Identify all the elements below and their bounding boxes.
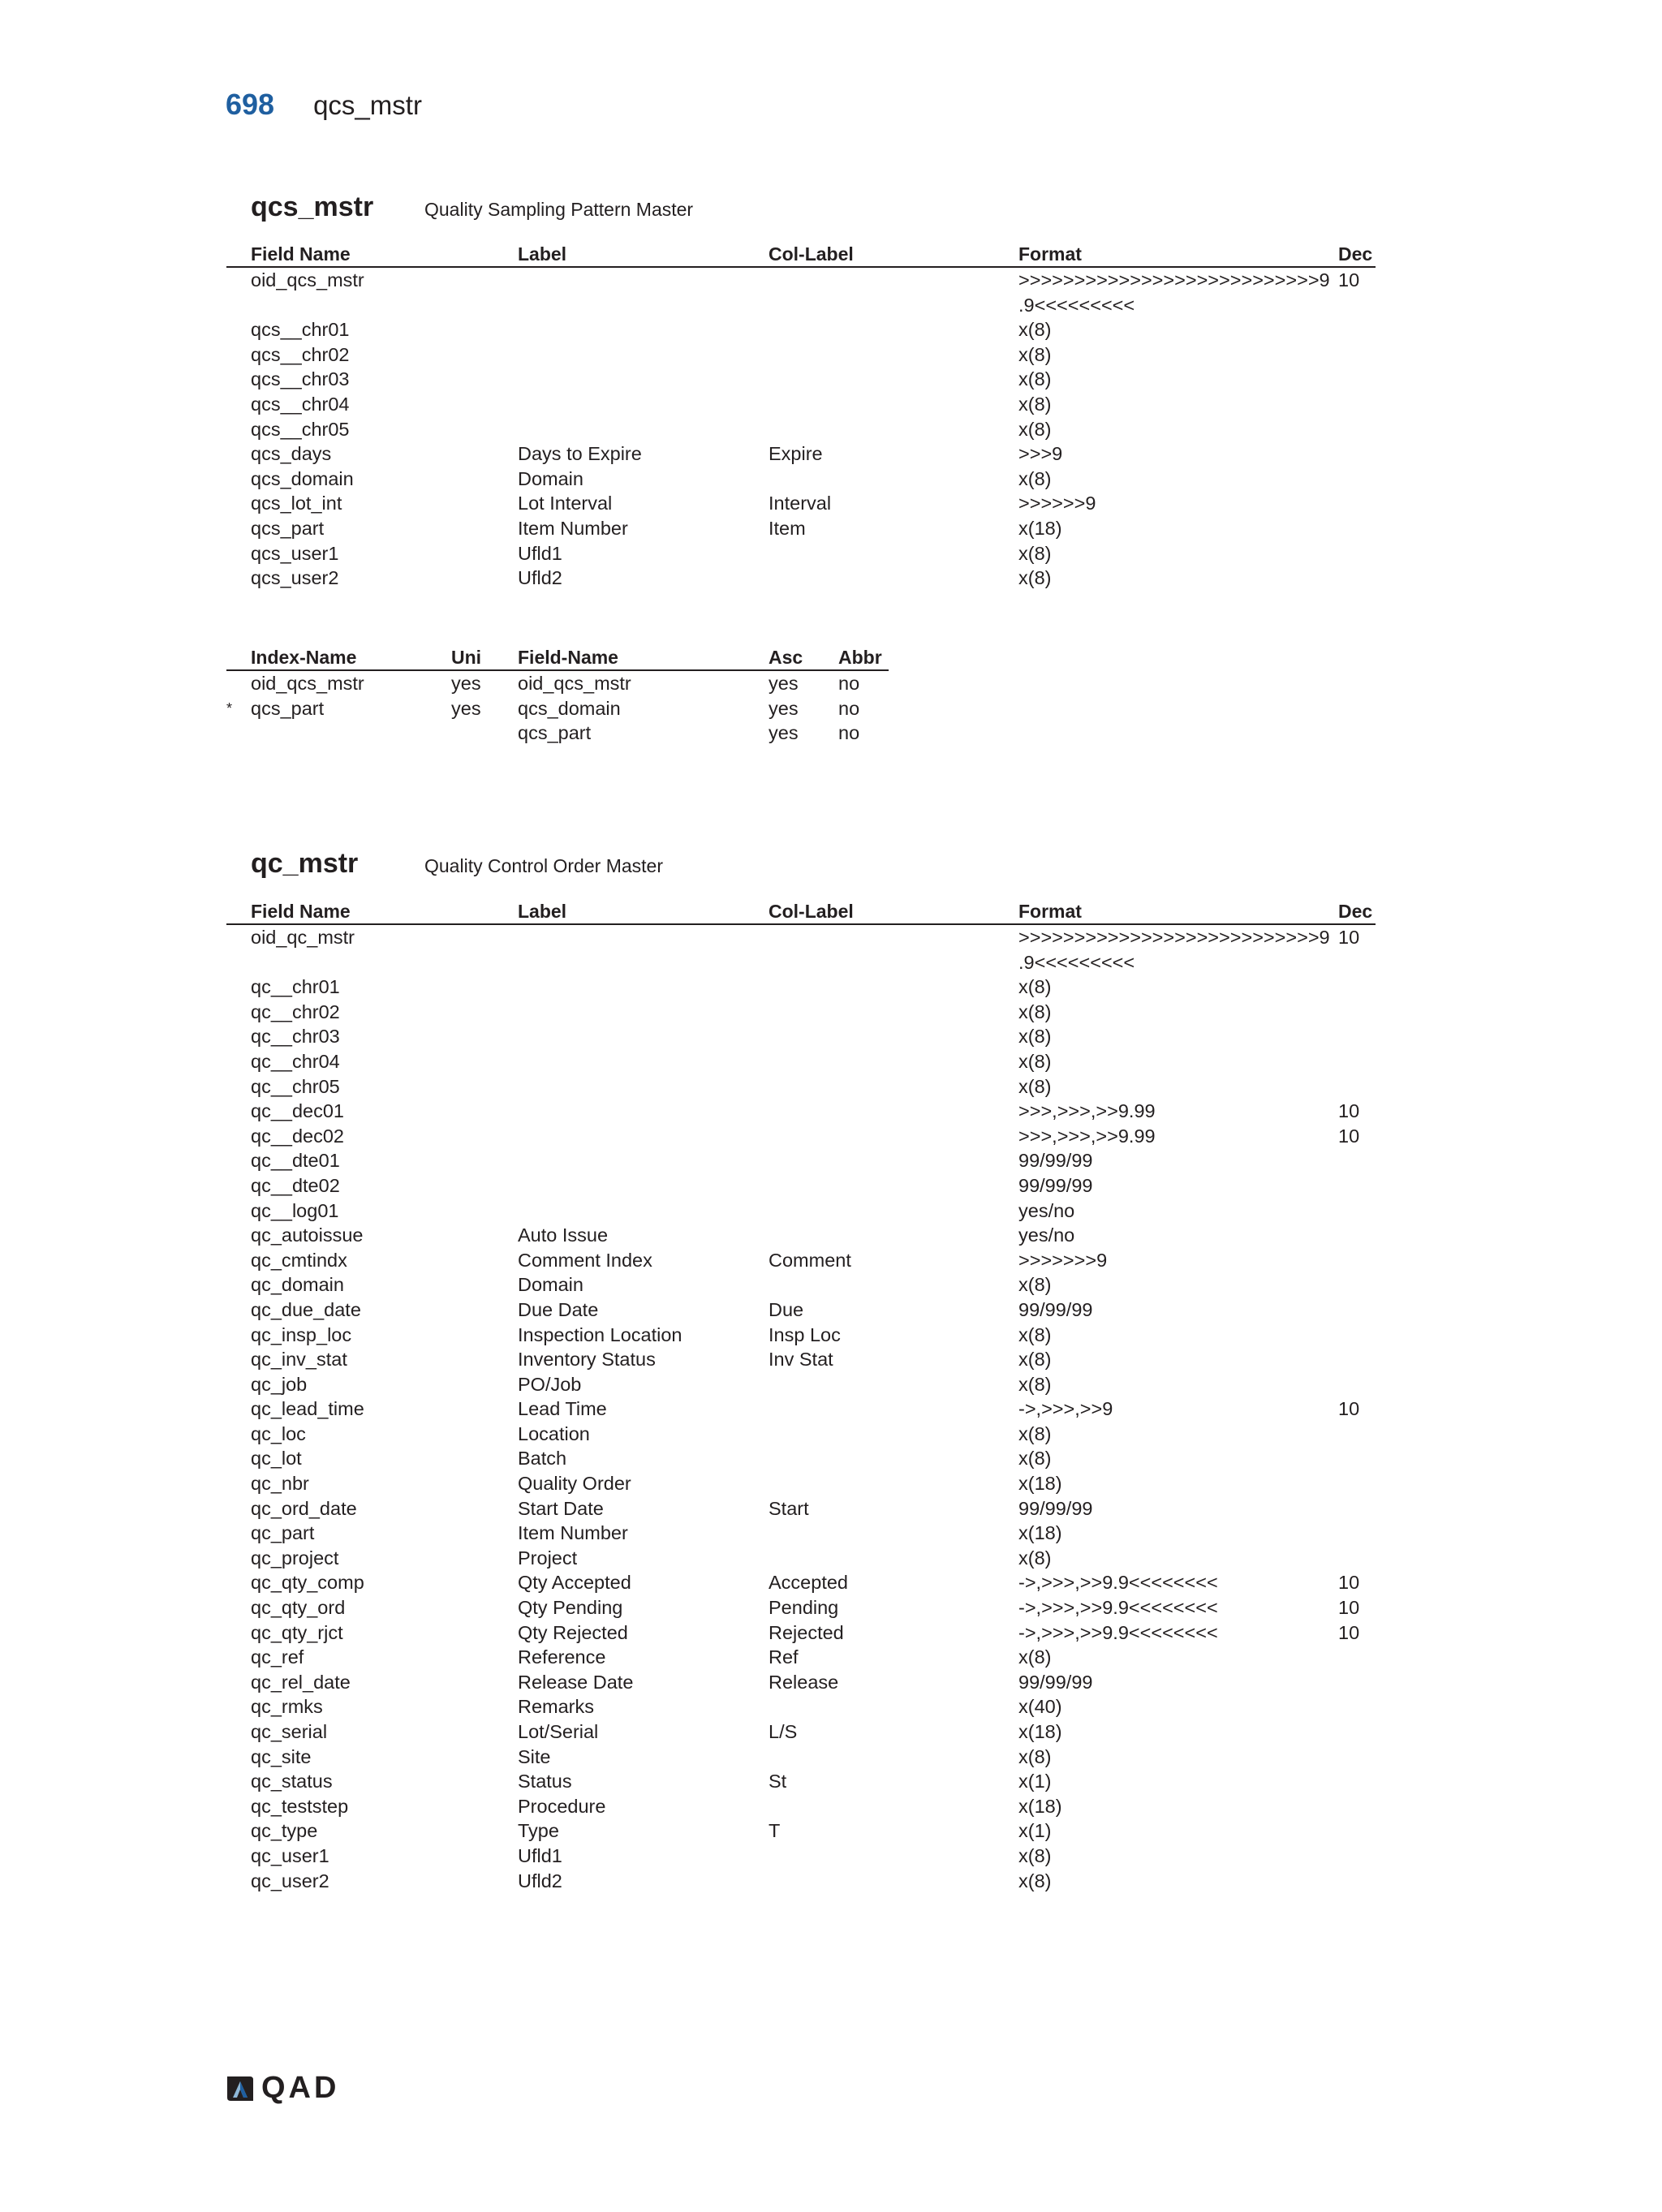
field-name: qc_project — [251, 1547, 339, 1569]
field-name: qc_inv_stat — [251, 1349, 347, 1371]
index-name: oid_qcs_mstr — [251, 673, 364, 694]
table-title-qc-mstr — [251, 848, 663, 880]
field-format: x(8) — [1018, 393, 1052, 415]
field-name: qc_due_date — [251, 1298, 361, 1320]
field-format: >>>>>>>>>>>>>>>>>>>>>>>>>>>9 — [1018, 927, 1330, 948]
field-format: >>>>>>9 — [1018, 493, 1096, 514]
field-col-label: Pending — [769, 1597, 839, 1619]
col-uni: Uni — [451, 647, 482, 668]
field-table-header — [226, 242, 1376, 268]
field-name: qc__chr02 — [251, 1001, 340, 1022]
field-format: .9<<<<<<<<< — [1018, 294, 1135, 316]
field-format: yes/no — [1018, 1199, 1075, 1221]
index-abbr: no — [838, 697, 860, 719]
field-name: qcs_user1 — [251, 542, 339, 564]
field-label: Batch — [518, 1448, 567, 1470]
field-name: qc_domain — [251, 1274, 344, 1296]
field-label: Ufld2 — [518, 567, 562, 589]
field-name: qcs_part — [251, 517, 325, 539]
field-label: Ufld2 — [518, 1870, 562, 1891]
field-format: x(8) — [1018, 343, 1052, 365]
field-name: qc_ord_date — [251, 1497, 357, 1519]
field-format: x(8) — [1018, 368, 1052, 390]
field-table-header — [226, 899, 1376, 925]
field-name: qc_lead_time — [251, 1398, 364, 1420]
col-dec: Dec — [1338, 243, 1373, 265]
field-label: Qty Rejected — [518, 1621, 628, 1643]
col-field-name: Field Name — [251, 901, 351, 922]
field-format: x(8) — [1018, 1349, 1052, 1371]
field-format: x(8) — [1018, 1075, 1052, 1097]
field-name: qc_lot — [251, 1448, 302, 1470]
col-label: Label — [518, 243, 567, 265]
field-name: qc_loc — [251, 1422, 306, 1444]
field-label: Status — [518, 1771, 572, 1792]
field-name: qc_serial — [251, 1721, 328, 1742]
field-label: Lot/Serial — [518, 1721, 599, 1742]
field-label: Ufld1 — [518, 1844, 562, 1866]
index-unique: yes — [451, 673, 481, 694]
field-format: x(18) — [1018, 1721, 1062, 1742]
field-label: Site — [518, 1745, 551, 1767]
col-col-label: Col-Label — [769, 243, 854, 265]
field-label: PO/Job — [518, 1373, 582, 1395]
index-field-name: oid_qcs_mstr — [518, 673, 631, 694]
index-asc: yes — [769, 673, 799, 694]
field-name: qc__log01 — [251, 1199, 339, 1221]
field-label: Procedure — [518, 1795, 606, 1817]
field-format: x(8) — [1018, 1745, 1052, 1767]
qad-logo-icon — [226, 2075, 255, 2102]
field-label: Project — [518, 1547, 578, 1569]
table-description: Quality Control Order Master — [424, 855, 663, 876]
field-name: qc__dec01 — [251, 1100, 344, 1122]
field-name: qc_type — [251, 1820, 318, 1842]
field-name: qc_site — [251, 1745, 312, 1767]
field-name: qc_qty_rjct — [251, 1621, 343, 1643]
logo-text: QAD — [261, 2071, 340, 2105]
field-format: x(8) — [1018, 1844, 1052, 1866]
field-name: qc__chr01 — [251, 976, 340, 998]
field-name: qc_qty_ord — [251, 1597, 346, 1619]
field-dec: 10 — [1338, 1125, 1360, 1147]
field-format: x(8) — [1018, 1274, 1052, 1296]
field-format: ->,>>>,>>9.9<<<<<<<< — [1018, 1572, 1218, 1594]
page-number: 698 — [226, 88, 275, 121]
field-label: Release Date — [518, 1671, 634, 1693]
field-label: Location — [518, 1422, 590, 1444]
index-field-name: qcs_part — [518, 722, 592, 744]
field-col-label: St — [769, 1771, 787, 1792]
field-format: x(8) — [1018, 467, 1052, 489]
field-col-label: Due — [769, 1298, 804, 1320]
field-label: Due Date — [518, 1298, 599, 1320]
field-format: x(18) — [1018, 1522, 1062, 1544]
table-name: qc_mstr — [251, 848, 359, 879]
index-abbr: no — [838, 673, 860, 694]
field-label: Inspection Location — [518, 1323, 682, 1345]
field-format: x(8) — [1018, 1448, 1052, 1470]
field-label: Item Number — [518, 517, 628, 539]
field-name: qcs__chr03 — [251, 368, 350, 390]
field-format: >>>9 — [1018, 443, 1063, 465]
field-dec: 10 — [1338, 1100, 1360, 1122]
field-name: qcs_lot_int — [251, 493, 342, 514]
field-dec: 10 — [1338, 927, 1360, 948]
field-name: qcs__chr01 — [251, 319, 350, 341]
col-label: Label — [518, 901, 567, 922]
field-col-label: Ref — [769, 1646, 799, 1668]
field-name: qcs__chr02 — [251, 343, 350, 365]
page-header — [226, 88, 422, 128]
field-name: qc_user2 — [251, 1870, 329, 1891]
field-format: >>>>>>>>>>>>>>>>>>>>>>>>>>>9 — [1018, 269, 1330, 290]
field-dec: 10 — [1338, 1572, 1360, 1594]
field-format: x(8) — [1018, 542, 1052, 564]
table-title-qcs-mstr — [251, 192, 693, 223]
field-format: 99/99/99 — [1018, 1497, 1093, 1519]
col-format: Format — [1018, 901, 1082, 922]
field-name: qc_user1 — [251, 1844, 329, 1866]
field-col-label: Insp Loc — [769, 1323, 841, 1345]
field-label: Domain — [518, 1274, 583, 1296]
field-format: yes/no — [1018, 1224, 1075, 1246]
field-format: x(8) — [1018, 1001, 1052, 1022]
field-col-label: Expire — [769, 443, 823, 465]
field-format: x(8) — [1018, 1026, 1052, 1048]
index-name: qcs_part — [251, 697, 325, 719]
field-format: >>>>>>>9 — [1018, 1249, 1108, 1271]
field-format: x(18) — [1018, 517, 1062, 539]
field-label: Inventory Status — [518, 1349, 656, 1371]
field-name: qc_teststep — [251, 1795, 349, 1817]
field-format: x(8) — [1018, 1646, 1052, 1668]
field-name: qc__chr03 — [251, 1026, 340, 1048]
field-col-label: Comment — [769, 1249, 851, 1271]
field-col-label: Interval — [769, 493, 832, 514]
field-name: qc_part — [251, 1522, 315, 1544]
field-name: qcs_user2 — [251, 567, 339, 589]
field-format: x(40) — [1018, 1696, 1062, 1718]
field-format: .9<<<<<<<<< — [1018, 951, 1135, 973]
field-format: ->,>>>,>>9.9<<<<<<<< — [1018, 1597, 1218, 1619]
index-table-header — [226, 645, 889, 671]
field-col-label: L/S — [769, 1721, 798, 1742]
field-name: qcs_domain — [251, 467, 354, 489]
table-description: Quality Sampling Pattern Master — [424, 199, 694, 220]
field-col-label: T — [769, 1820, 781, 1842]
field-name: qc__dte02 — [251, 1174, 340, 1196]
col-field-name: Field Name — [251, 243, 351, 265]
field-name: qc_rel_date — [251, 1671, 351, 1693]
field-name: qc_rmks — [251, 1696, 323, 1718]
field-format: x(8) — [1018, 1547, 1052, 1569]
field-format: x(8) — [1018, 319, 1052, 341]
field-format: x(18) — [1018, 1795, 1062, 1817]
field-dec: 10 — [1338, 1398, 1360, 1420]
primary-index-marker: * — [226, 699, 233, 717]
col-asc: Asc — [769, 647, 803, 668]
field-dec: 10 — [1338, 1621, 1360, 1643]
field-name: qc_qty_comp — [251, 1572, 364, 1594]
field-name: qc__dec02 — [251, 1125, 344, 1147]
field-name: qc_status — [251, 1771, 333, 1792]
index-asc: yes — [769, 722, 799, 744]
field-label: Reference — [518, 1646, 606, 1668]
field-label: Item Number — [518, 1522, 628, 1544]
field-format: 99/99/99 — [1018, 1671, 1093, 1693]
field-format: x(8) — [1018, 976, 1052, 998]
table-name: qcs_mstr — [251, 192, 374, 222]
field-name: qc_insp_loc — [251, 1323, 352, 1345]
field-name: qc__chr04 — [251, 1050, 340, 1072]
field-format: 99/99/99 — [1018, 1174, 1093, 1196]
field-col-label: Accepted — [769, 1572, 848, 1594]
field-dec: 10 — [1338, 269, 1360, 290]
field-format: x(8) — [1018, 1050, 1052, 1072]
field-col-label: Rejected — [769, 1621, 844, 1643]
page-topic: qcs_mstr — [313, 90, 422, 120]
index-unique: yes — [451, 697, 481, 719]
qad-logo — [226, 2071, 339, 2106]
field-format: 99/99/99 — [1018, 1150, 1093, 1172]
field-label: Qty Pending — [518, 1597, 623, 1619]
field-format: x(8) — [1018, 418, 1052, 440]
field-format: >>>,>>>,>>9.99 — [1018, 1100, 1156, 1122]
field-name: qcs__chr05 — [251, 418, 350, 440]
col-index-name: Index-Name — [251, 647, 357, 668]
col-abbr: Abbr — [838, 647, 882, 668]
field-format: x(1) — [1018, 1771, 1052, 1792]
field-label: Domain — [518, 467, 583, 489]
field-name: oid_qc_mstr — [251, 927, 355, 948]
field-label: Qty Accepted — [518, 1572, 631, 1594]
field-label: Auto Issue — [518, 1224, 609, 1246]
field-format: x(8) — [1018, 1422, 1052, 1444]
field-name: qc_nbr — [251, 1473, 309, 1495]
field-label: Days to Expire — [518, 443, 642, 465]
field-label: Start Date — [518, 1497, 604, 1519]
field-name: qc_job — [251, 1373, 308, 1395]
field-format: x(18) — [1018, 1473, 1062, 1495]
field-format: x(8) — [1018, 1323, 1052, 1345]
index-field-name: qcs_domain — [518, 697, 621, 719]
field-name: qc__chr05 — [251, 1075, 340, 1097]
col-col-label: Col-Label — [769, 901, 854, 922]
field-format: >>>,>>>,>>9.99 — [1018, 1125, 1156, 1147]
field-label: Lead Time — [518, 1398, 607, 1420]
field-name: qc__dte01 — [251, 1150, 340, 1172]
field-col-label: Inv Stat — [769, 1349, 833, 1371]
field-label: Remarks — [518, 1696, 595, 1718]
field-label: Ufld1 — [518, 542, 562, 564]
field-name: qcs__chr04 — [251, 393, 350, 415]
field-format: ->,>>>,>>9 — [1018, 1398, 1113, 1420]
field-label: Type — [518, 1820, 559, 1842]
col-format: Format — [1018, 243, 1082, 265]
field-name: oid_qcs_mstr — [251, 269, 364, 290]
field-name: qcs_days — [251, 443, 332, 465]
field-col-label: Item — [769, 517, 806, 539]
field-format: ->,>>>,>>9.9<<<<<<<< — [1018, 1621, 1218, 1643]
index-asc: yes — [769, 697, 799, 719]
col-index-field-name: Field-Name — [518, 647, 618, 668]
field-format: x(1) — [1018, 1820, 1052, 1842]
field-dec: 10 — [1338, 1597, 1360, 1619]
field-label: Lot Interval — [518, 493, 613, 514]
index-abbr: no — [838, 722, 860, 744]
field-col-label: Start — [769, 1497, 809, 1519]
field-label: Comment Index — [518, 1249, 652, 1271]
field-label: Quality Order — [518, 1473, 631, 1495]
field-name: qc_ref — [251, 1646, 304, 1668]
col-dec: Dec — [1338, 901, 1373, 922]
field-format: x(8) — [1018, 1373, 1052, 1395]
field-name: qc_autoissue — [251, 1224, 364, 1246]
field-name: qc_cmtindx — [251, 1249, 347, 1271]
field-format: 99/99/99 — [1018, 1298, 1093, 1320]
field-format: x(8) — [1018, 567, 1052, 589]
field-col-label: Release — [769, 1671, 839, 1693]
field-format: x(8) — [1018, 1870, 1052, 1891]
